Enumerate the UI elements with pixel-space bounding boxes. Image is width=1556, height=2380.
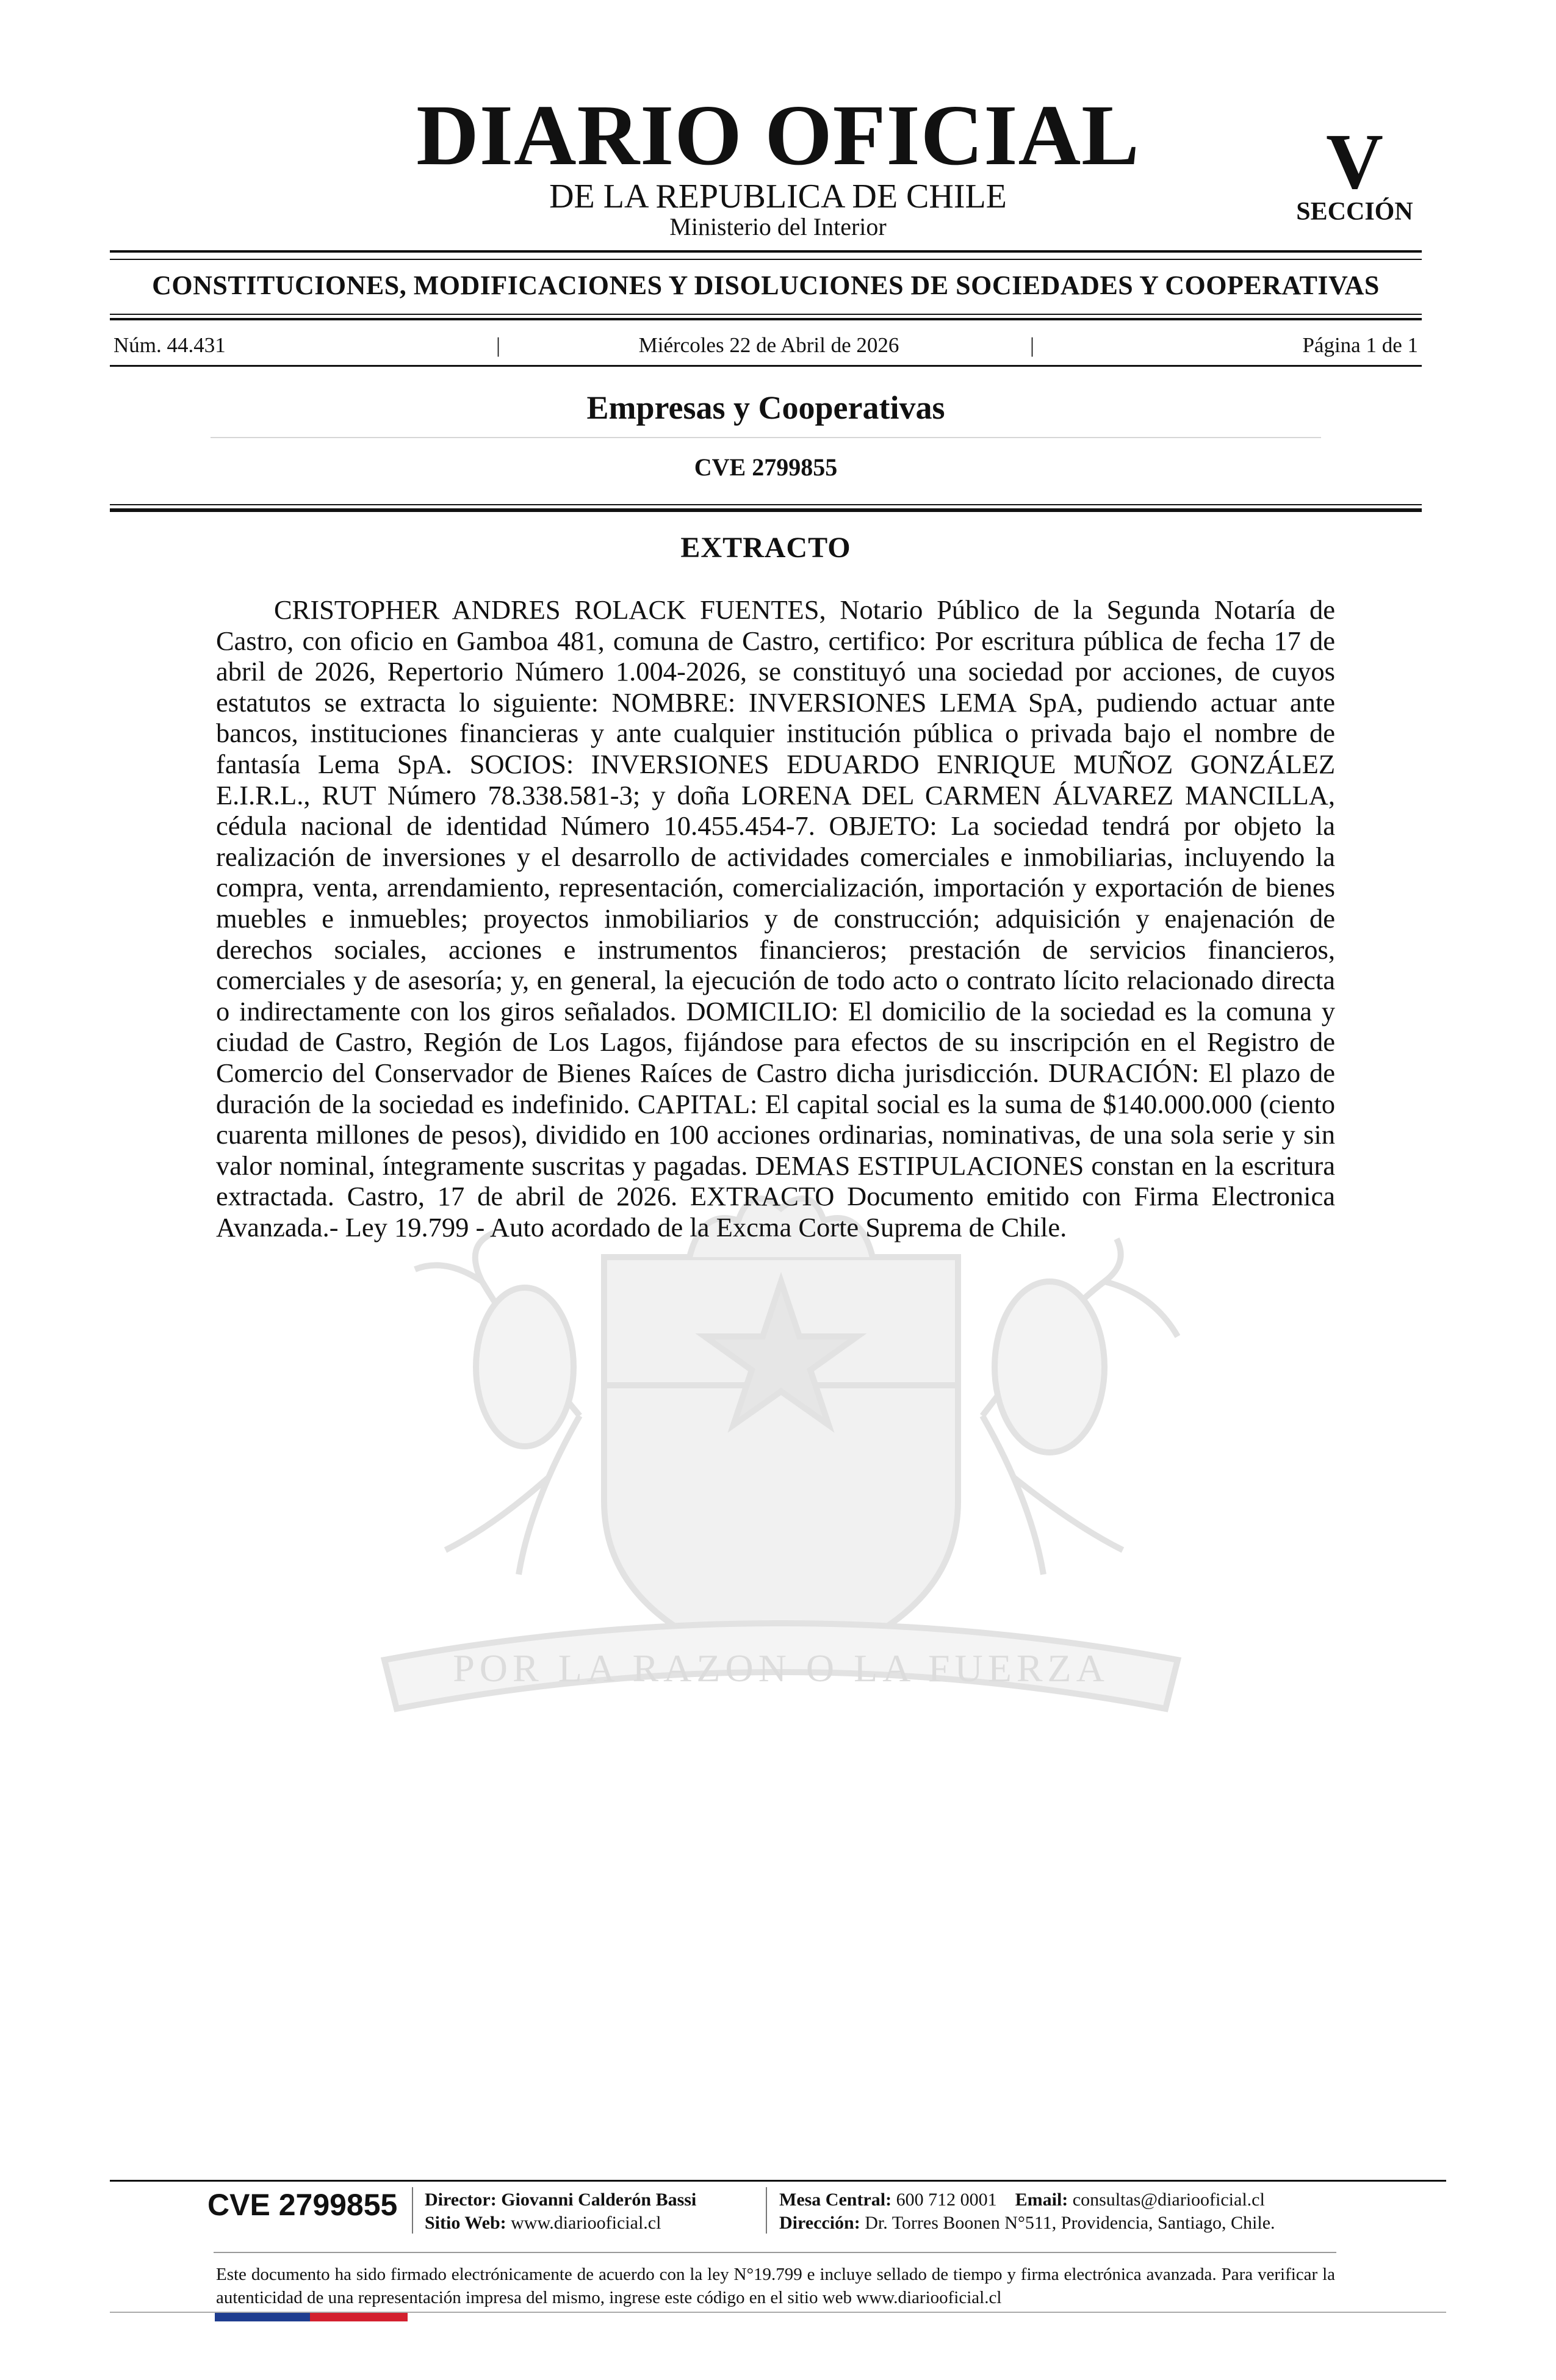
cve-rule [110, 504, 1422, 505]
issue-number: Núm. 44.431 [113, 333, 226, 357]
category-divider [211, 437, 1321, 438]
heading-rule [110, 314, 1422, 315]
header-rule [110, 259, 1422, 260]
footer-cve-code: CVE 2799855 [207, 2188, 398, 2222]
flag-stripe-blue [215, 2313, 310, 2321]
category-title: Empresas y Cooperativas [586, 389, 945, 426]
cve-code: CVE 2799855 [694, 453, 838, 481]
footer-website [425, 2212, 696, 2235]
extract-title: EXTRACTO [680, 532, 851, 564]
info-separator: | [496, 333, 501, 357]
issue-date: Miércoles 22 de Abril de 2026 [638, 333, 899, 357]
issue-page: Página 1 de 1 [1302, 333, 1418, 357]
extract-body: CRISTOPHER ANDRES ROLACK FUENTES, Notario Público de la Segunda Notaría de Castro, con oficio en Gamboa 481, comuna de Castro, certifico: Por escritura pública de fecha 17 de abril de 2026, Repertorio Número 1.004-2026, se constituyó una sociedad por acciones, de cuyos estatutos se extracta lo siguiente: NOMBRE: INVERSIONES LEMA SpA, pudiendo actuar ante bancos, instituciones financieras y ante cualquier institución pública o privada bajo el nombre de fantasía Lema SpA. SOCIOS: INVERSIONES EDUARDO ENRIQUE MUÑOZ GONZÁLEZ E.I.R.L., RUT Número 78.338.581-3; y doña LORENA DEL CARMEN ÁLVAREZ MANCILLA, cédula nacional de identidad Número 10.455.454-7. OBJETO: La sociedad tendrá por objeto la realización de inversiones y el desarrollo de actividades comerciales e inmobiliarias, incluyendo la compra, venta, arrendamiento, representación, comercialización, importación y exportación de bienes muebles e inmuebles; proyectos inmobiliarios y de construcción; adquisición y enajenación de derechos sociales, acciones e instrumentos financieros; prestación de servicios financieros, comerciales y de asesoría; y, en general, la ejecución de todo acto o contrato lícito relacionado directa o indirectamente con los giros señalados. DOMICILIO: El domicilio de la sociedad es la comuna y ciudad de Castro, Región de Los Lagos, fijándose para efectos de su inscripción en el Registro de Comercio del Conservador de Bienes Raíces de Castro dicha jurisdicción. DURACIÓN: El plazo de duración de la sociedad es indefinido. CAPITAL: El capital social es la suma de $140.000.000 (ciento cuarenta millones de pesos), dividido en 100 acciones ordinarias, nominativas, de una sola serie y sin valor nominal, íntegramente suscritas y pagadas. DEMAS ESTIPULACIONES constan en la escritura extractada. Castro, 17 de abril de 2026. EXTRACTO Documento emitido con Firma Electronica Avanzada.- Ley 19.799 - Auto acordado de la Excma Corte Suprema de Chile. [216, 594, 1335, 1242]
cve-rule [110, 508, 1422, 512]
flag-stripe-red [310, 2313, 408, 2321]
address-value: Dr. Torres Boonen N°511, Providencia, Santiago, Chile. [865, 2213, 1275, 2233]
website-link[interactable]: www.diariooficial.cl [511, 2213, 661, 2233]
website-label: Sitio Web: [425, 2213, 506, 2233]
footer-contact-left [425, 2188, 696, 2235]
footer-rule [110, 2180, 1446, 2182]
footer-director [425, 2188, 696, 2212]
info-rule [110, 365, 1422, 367]
phone-value: 600 712 0001 [896, 2190, 997, 2210]
email-label: Email: [1015, 2190, 1068, 2210]
header-rule [110, 250, 1422, 253]
footer-separator [412, 2187, 413, 2234]
director-name: Giovanni Calderón Bassi [501, 2190, 697, 2210]
footer-divider [214, 2252, 1336, 2253]
section-label: SECCIÓN [1296, 198, 1413, 226]
email-link[interactable]: consultas@diariooficial.cl [1072, 2190, 1265, 2210]
coat-of-arms-watermark [262, 1184, 1300, 1733]
director-label: Director: [425, 2190, 497, 2210]
footer-address [779, 2212, 1275, 2235]
footer-separator [766, 2187, 767, 2234]
section-number: V [1326, 118, 1383, 206]
watermark-motto: POR LA RAZON O LA FUERZA [453, 1646, 1109, 1690]
masthead-title: DIARIO OFICIAL [416, 87, 1140, 183]
footer-contact-right [779, 2188, 1275, 2235]
phone-label: Mesa Central: [779, 2190, 892, 2210]
address-label: Dirección: [779, 2213, 860, 2233]
section-heading: CONSTITUCIONES, MODIFICACIONES Y DISOLUCIONES DE SOCIEDADES Y COOPERATIVAS [152, 270, 1380, 300]
masthead-subtitle: DE LA REPUBLICA DE CHILE [549, 178, 1007, 215]
heading-rule [110, 318, 1422, 320]
masthead-ministry: Ministerio del Interior [669, 213, 887, 240]
footer-phone-email [779, 2188, 1275, 2212]
info-separator: | [1030, 333, 1035, 357]
footer-legal-notice: Este documento ha sido firmado electrónicamente de acuerdo con la ley N°19.799 e incluye sellado de tiempo y firma electrónica avanzada. Para verificar la autenticidad de una representación impresa del mismo, ingrese este código en el sitio web www.diariooficial.cl [216, 2265, 1335, 2307]
